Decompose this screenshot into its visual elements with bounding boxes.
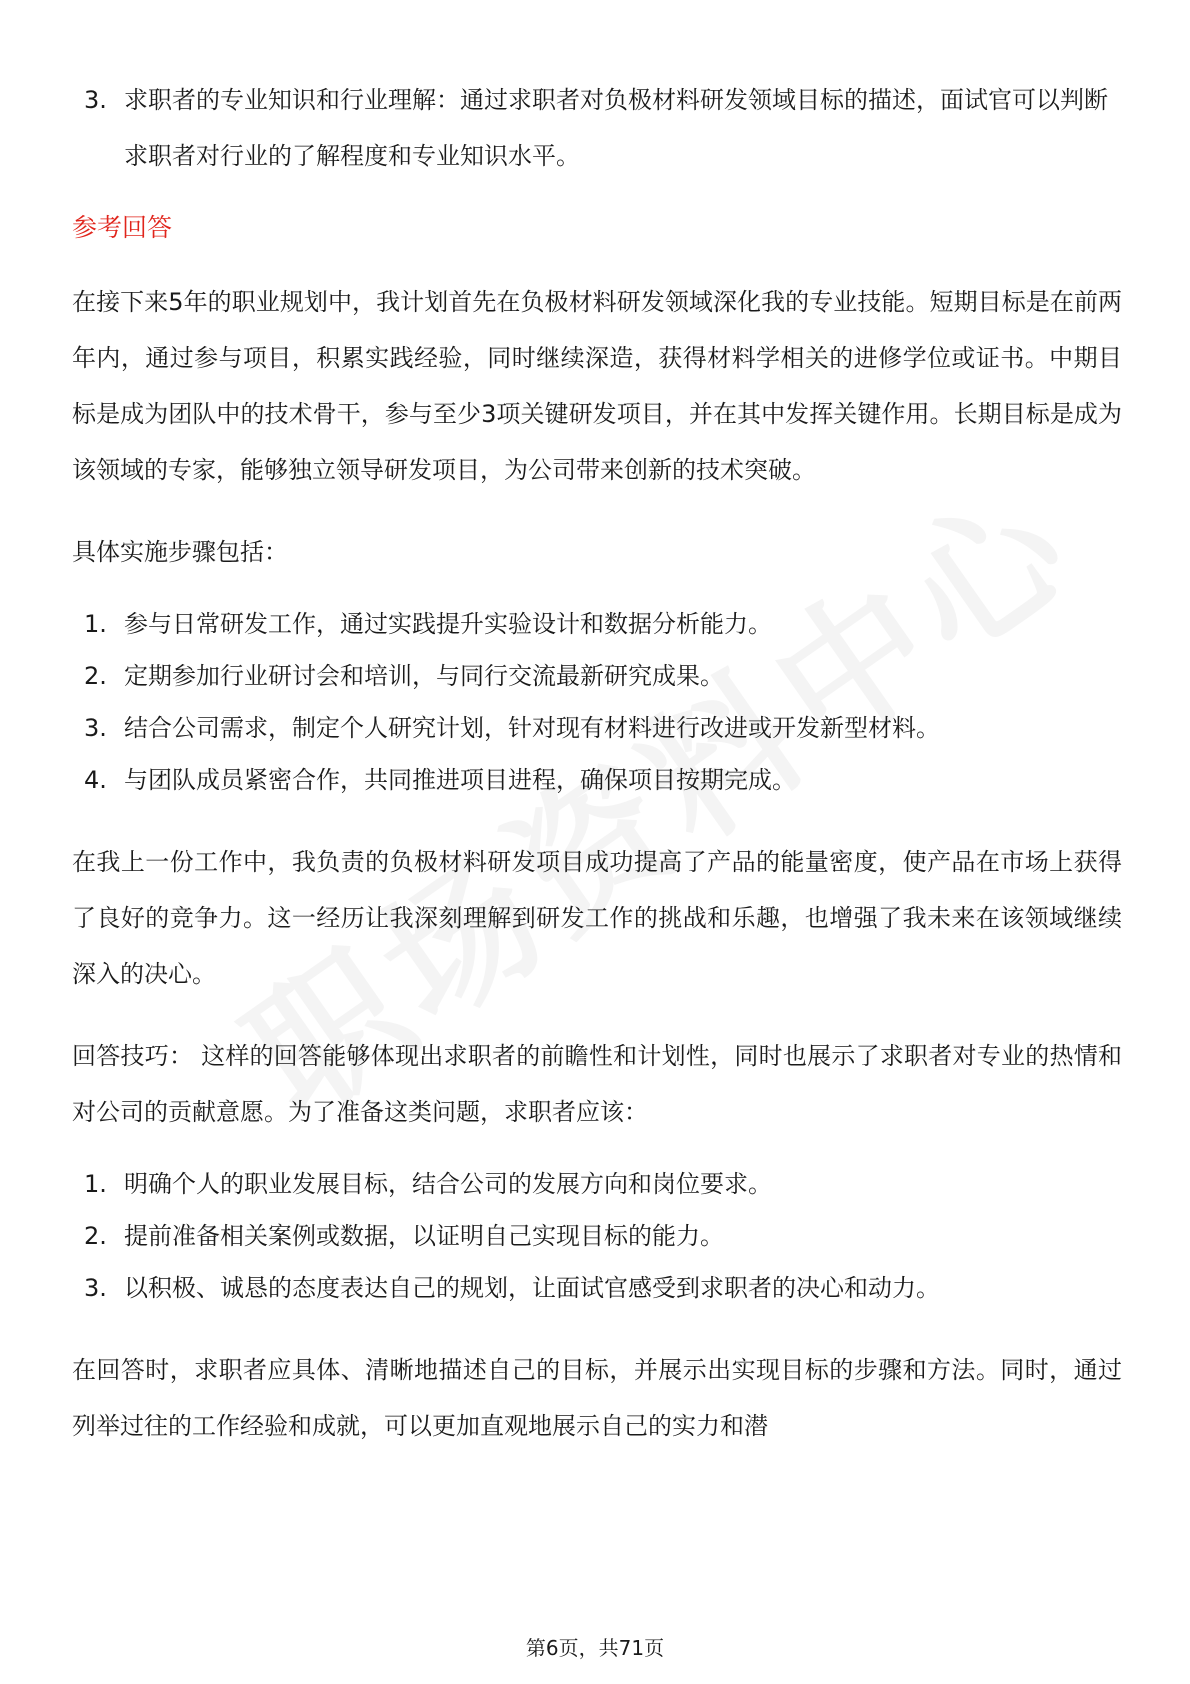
list-item bbox=[72, 72, 1122, 184]
list-item-number: 1. bbox=[84, 1170, 107, 1198]
list-item bbox=[72, 702, 1122, 754]
list-item-number: 3. bbox=[84, 714, 107, 742]
experience-paragraph: 在我上一份工作中，我负责的负极材料研发项目成功提高了产品的能量密度，使产品在市场上获得了良好的竞争力。这一经历让我深刻理解到研发工作的挑战和乐趣，也增强了我未来在该领域继续深入的决心。 bbox=[72, 848, 1122, 988]
preparation-tips-list bbox=[72, 1158, 1122, 1314]
evaluation-points-list bbox=[72, 72, 1122, 184]
list-item bbox=[72, 754, 1122, 806]
implementation-steps-list bbox=[72, 598, 1122, 806]
list-item bbox=[72, 1262, 1122, 1314]
list-item-number: 2. bbox=[84, 662, 107, 690]
list-item-text: 定期参加行业研讨会和培训，与同行交流最新研究成果。 bbox=[124, 662, 724, 690]
list-item-text: 求职者的专业知识和行业理解：通过求职者对负极材料研发领域目标的描述，面试官可以判断求职者对行业的了解程度和专业知识水平。 bbox=[124, 86, 1108, 170]
list-item bbox=[72, 1158, 1122, 1210]
list-item-text: 结合公司需求，制定个人研究计划，针对现有材料进行改进或开发新型材料。 bbox=[124, 714, 940, 742]
list-item-text: 与团队成员紧密合作，共同推进项目进程，确保项目按期完成。 bbox=[124, 766, 796, 794]
list-item-text: 以积极、诚恳的态度表达自己的规划，让面试官感受到求职者的决心和动力。 bbox=[124, 1274, 940, 1302]
page-number-footer: 第6页，共71页 bbox=[525, 1636, 665, 1660]
page-content bbox=[72, 72, 1122, 1480]
list-item-text: 明确个人的职业发展目标，结合公司的发展方向和岗位要求。 bbox=[124, 1170, 772, 1198]
list-item bbox=[72, 650, 1122, 702]
closing-paragraph: 在回答时，求职者应具体、清晰地描述自己的目标，并展示出实现目标的步骤和方法。同时，通过列举过往的工作经验和成就，可以更加直观地展示自己的实力和潜 bbox=[72, 1356, 1122, 1440]
list-item bbox=[72, 598, 1122, 650]
list-item-text: 提前准备相关案例或数据，以证明自己实现目标的能力。 bbox=[124, 1222, 724, 1250]
answer-tips-paragraph: 回答技巧： 这样的回答能够体现出求职者的前瞻性和计划性，同时也展示了求职者对专业的热情和对公司的贡献意愿。为了准备这类问题，求职者应该： bbox=[72, 1042, 1122, 1126]
list-item-number: 3. bbox=[84, 1274, 107, 1302]
list-item-number: 2. bbox=[84, 1222, 107, 1250]
steps-intro-paragraph: 具体实施步骤包括： bbox=[72, 538, 288, 566]
list-item-number: 3. bbox=[84, 86, 107, 114]
list-item bbox=[72, 1210, 1122, 1262]
list-item-text: 参与日常研发工作，通过实践提升实验设计和数据分析能力。 bbox=[124, 610, 772, 638]
list-item-number: 4. bbox=[84, 766, 107, 794]
list-item-number: 1. bbox=[84, 610, 107, 638]
section-heading-reference-answer: 参考回答 bbox=[72, 213, 173, 242]
answer-paragraph-plan: 在接下来5年的职业规划中，我计划首先在负极材料研发领域深化我的专业技能。短期目标是在前两年内，通过参与项目，积累实践经验，同时继续深造，获得材料学相关的进修学位或证书。中期目标是成为团队中的技术骨干，参与至少3项关键研发项目，并在其中发挥关键作用。长期目标是成为该领域的专家，能够独立领导研发项目，为公司带来创新的技术突破。 bbox=[72, 288, 1122, 484]
